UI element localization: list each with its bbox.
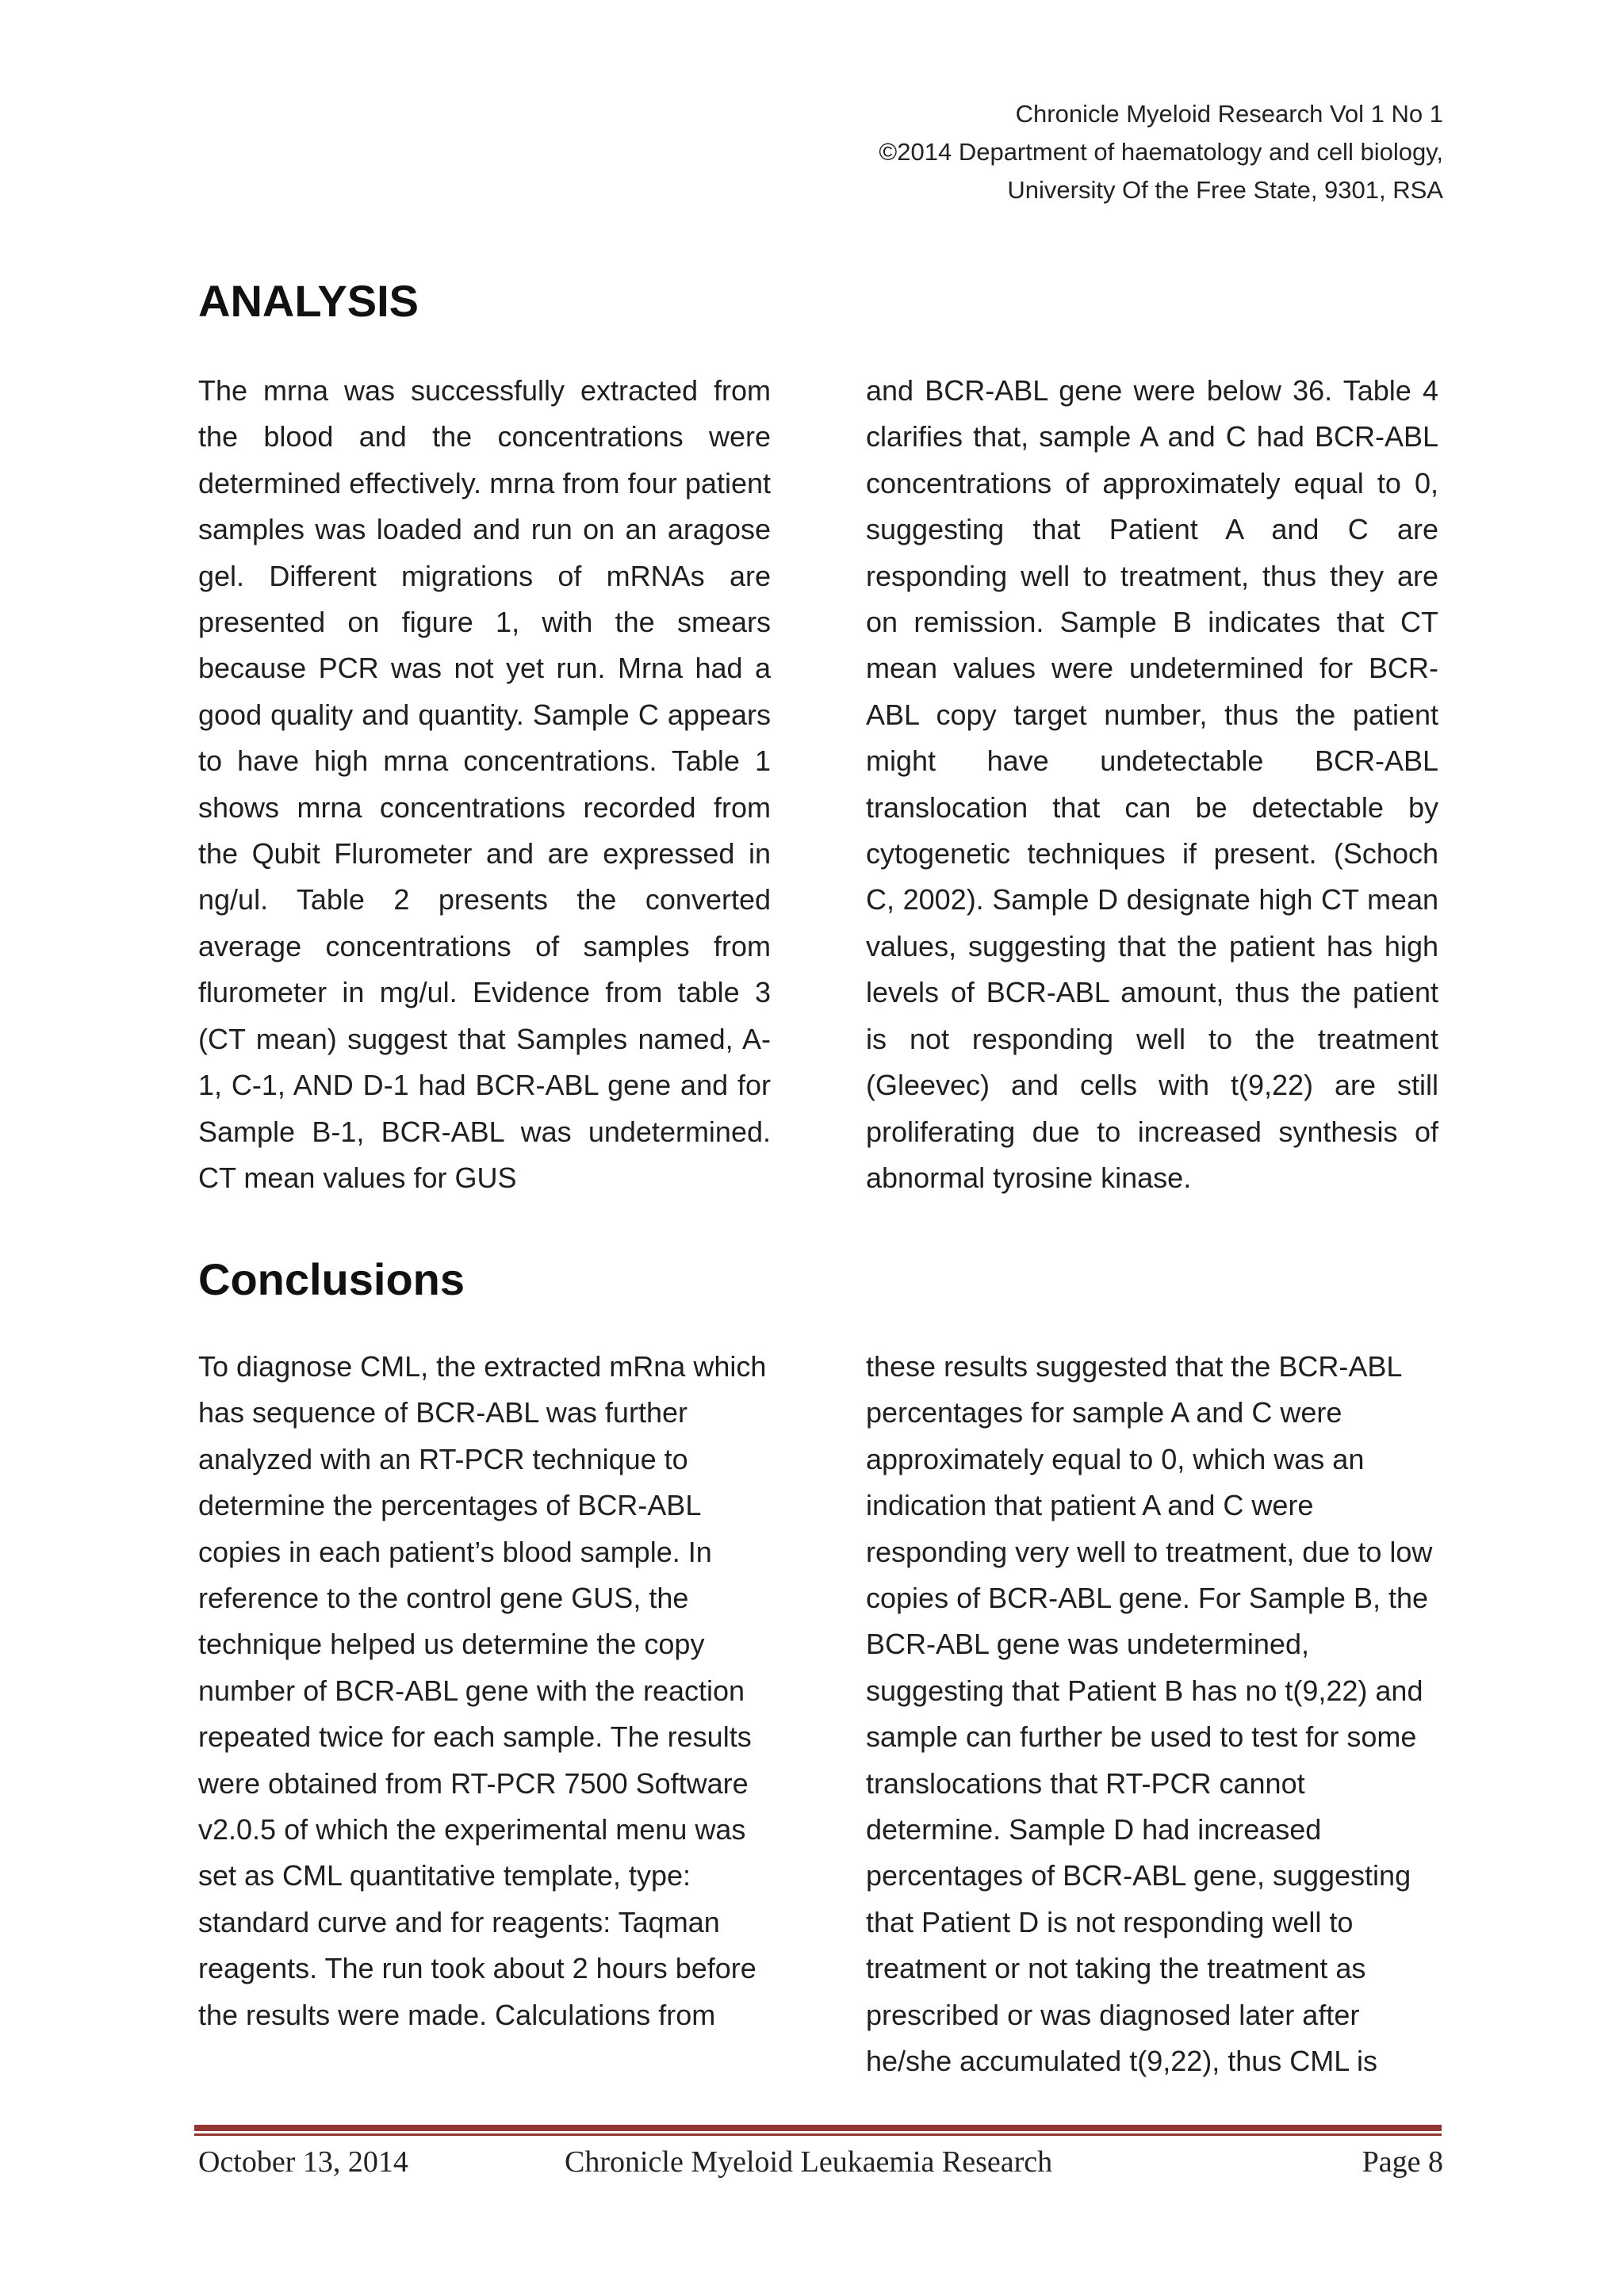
journal-title: Chronicle Myeloid Research Vol 1 No 1 bbox=[1015, 100, 1443, 128]
footer-rule-thin bbox=[194, 2133, 1442, 2136]
conclusions-paragraph-right: these results suggested that the BCR-ABL percentages for sample A and C were approximately equal to 0, which was an indication that patient A and C were responding very well to treatment, due to low copies of BCR-ABL gene. For Sample B, the BCR-ABL gene was undetermined, suggesting that Patient B has no t(9,22) and sample can further be used to test for some translocations that RT-PCR cannot determine. Sample D had increased percentages of BCR-ABL gene, suggesting that Patient D is not responding well to treatment or not taking the treatment as prescribed or was diagnosed later after he/she accumulated t(9,22), thus CML is bbox=[866, 1350, 1433, 2078]
running-header bbox=[730, 95, 1443, 209]
institution-line: University Of the Free State, 9301, RSA bbox=[1007, 176, 1443, 204]
analysis-left-column bbox=[198, 368, 771, 1201]
analysis-right-column bbox=[866, 368, 1438, 1201]
page-number: Page 8 bbox=[1362, 2145, 1443, 2179]
analysis-paragraph-left: The mrna was successfully extracted from the blood and the concentrations were determined effectively. mrna from four patient samples was loaded and run on an aragose gel. Different migrations of mRNAs are presented on figure 1, with the smears because PCR was not yet run. Mrna had a good quality and quantity. Sample C appears to have high mrna concentrations. Table 1 shows mrna concentrations recorded from the Qubit Flurometer and are expressed in ng/ul. Table 2 presents the converted average concentrations of samples from flurometer in mg/ul. Evidence from table 3 (CT mean) suggest that Samples named, A-1, C-1, AND D-1 had BCR-ABL gene and for Sample B-1, BCR-ABL was undetermined. CT mean values for GUS bbox=[198, 374, 771, 1194]
copyright-line: ©2014 Department of haematology and cell biology, bbox=[879, 138, 1443, 166]
analysis-heading: ANALYSIS bbox=[198, 276, 419, 326]
conclusions-right-column bbox=[866, 1344, 1438, 2085]
footer-date: October 13, 2014 bbox=[198, 2145, 408, 2179]
footer-title: Chronicle Myeloid Leukaemia Research bbox=[565, 2145, 1053, 2179]
analysis-paragraph-right: and BCR-ABL gene were below 36. Table 4 clarifies that, sample A and C had BCR-ABL concentrations of approximately equal to 0, suggesting that Patient A and C are responding well to treatment, thus they are on remission. Sample B indicates that CT mean values were undetermined for BCR-ABL copy target number, thus the patient might have undetectable BCR-ABL translocation that can be detectable by cytogenetic techniques if present. (Schoch C, 2002). Sample D designate high CT mean values, suggesting that the patient has high levels of BCR-ABL amount, thus the patient is not responding well to the treatment (Gleevec) and cells with t(9,22) are still proliferating due to increased synthesis of abnormal tyrosine kinase. bbox=[866, 374, 1438, 1194]
conclusions-paragraph-left: To diagnose CML, the extracted mRna which has sequence of BCR-ABL was further analyzed with an RT-PCR technique to determine the percentages of BCR-ABL copies in each patient’s blood sample. In reference to the control gene GUS, the technique helped us determine the copy number of BCR-ABL gene with the reaction repeated twice for each sample. The results were obtained from RT-PCR 7500 Software v2.0.5 of which the experimental menu was set as CML quantitative template, type: standard curve and for reagents: Taqman reagents. The run took about 2 hours before the results were made. Calculations from bbox=[198, 1350, 767, 2031]
footer-rule-thick bbox=[194, 2125, 1442, 2131]
conclusions-left-column bbox=[198, 1344, 771, 2038]
conclusions-heading: Conclusions bbox=[198, 1254, 465, 1304]
